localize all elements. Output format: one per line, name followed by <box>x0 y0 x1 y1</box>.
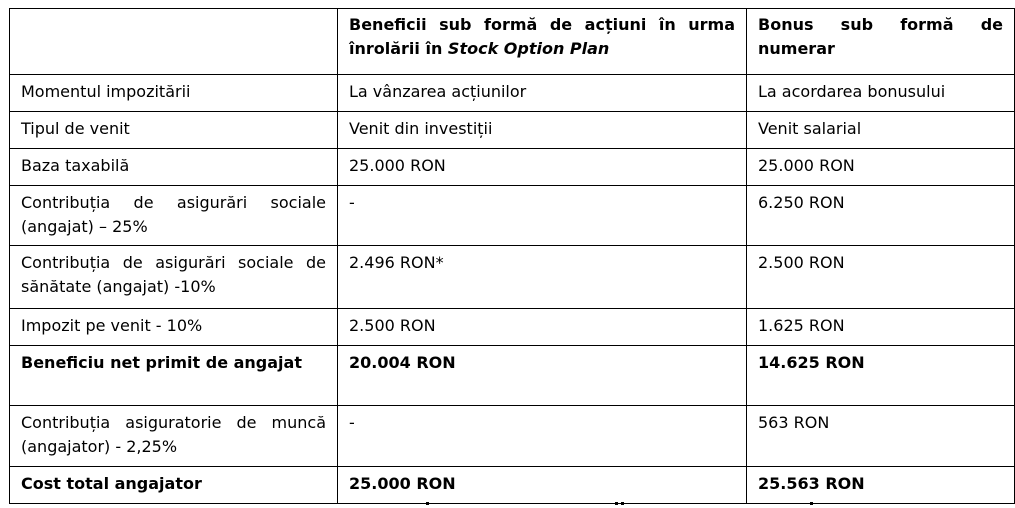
row-shares-value: - <box>338 186 747 246</box>
row-shares-value: 2.500 RON <box>338 309 747 346</box>
row-cash-value: 14.625 RON <box>747 346 1015 406</box>
table-row <box>10 112 1015 149</box>
row-label: Cost total angajator <box>10 467 338 504</box>
cropped-glyph <box>615 502 618 505</box>
comparison-table <box>9 8 1015 504</box>
row-shares-value: 25.000 RON <box>338 467 747 504</box>
cropped-glyph <box>621 502 624 505</box>
row-shares-value: Venit din investiții <box>338 112 747 149</box>
row-label: Momentul impozitării <box>10 75 338 112</box>
header-shares-plan-name: Stock Option Plan <box>447 39 610 58</box>
row-cash-value: Venit salarial <box>747 112 1015 149</box>
row-label: Tipul de venit <box>10 112 338 149</box>
row-shares-value: 2.496 RON* <box>338 246 747 309</box>
cropped-glyph <box>810 502 813 505</box>
header-empty-cell <box>10 9 338 75</box>
cropped-glyph <box>426 502 429 505</box>
row-shares-value: 25.000 RON <box>338 149 747 186</box>
table-row-total-cost <box>10 467 1015 504</box>
row-shares-value: - <box>338 406 747 467</box>
table-row <box>10 186 1015 246</box>
header-shares-text: Beneficii sub formă de acțiuni în urma înrolării în <box>349 15 735 58</box>
table-header-row <box>10 9 1015 75</box>
cropped-text-fragments <box>420 502 820 508</box>
row-shares-value: 20.004 RON <box>338 346 747 406</box>
table-row <box>10 309 1015 346</box>
table-row <box>10 75 1015 112</box>
header-cash-bonus: Bonus sub formă de numerar <box>747 9 1015 75</box>
table-row <box>10 246 1015 309</box>
row-cash-value: 563 RON <box>747 406 1015 467</box>
row-cash-value: 25.000 RON <box>747 149 1015 186</box>
table-row <box>10 406 1015 467</box>
table-row <box>10 149 1015 186</box>
row-cash-value: La acordarea bonusului <box>747 75 1015 112</box>
row-cash-value: 25.563 RON <box>747 467 1015 504</box>
table-row-net-benefit <box>10 346 1015 406</box>
row-label: Contribuția de asigurări sociale de sănătate (angajat) -10% <box>10 246 338 309</box>
row-cash-value: 6.250 RON <box>747 186 1015 246</box>
row-cash-value: 2.500 RON <box>747 246 1015 309</box>
row-label: Baza taxabilă <box>10 149 338 186</box>
row-label: Beneficiu net primit de angajat <box>10 346 338 406</box>
row-cash-value: 1.625 RON <box>747 309 1015 346</box>
row-shares-value: La vânzarea acțiunilor <box>338 75 747 112</box>
row-label: Impozit pe venit - 10% <box>10 309 338 346</box>
header-shares-benefit <box>338 9 747 75</box>
row-label: Contribuția de asigurări sociale (angajat) – 25% <box>10 186 338 246</box>
row-label: Contribuția asiguratorie de muncă (angajator) - 2,25% <box>10 406 338 467</box>
